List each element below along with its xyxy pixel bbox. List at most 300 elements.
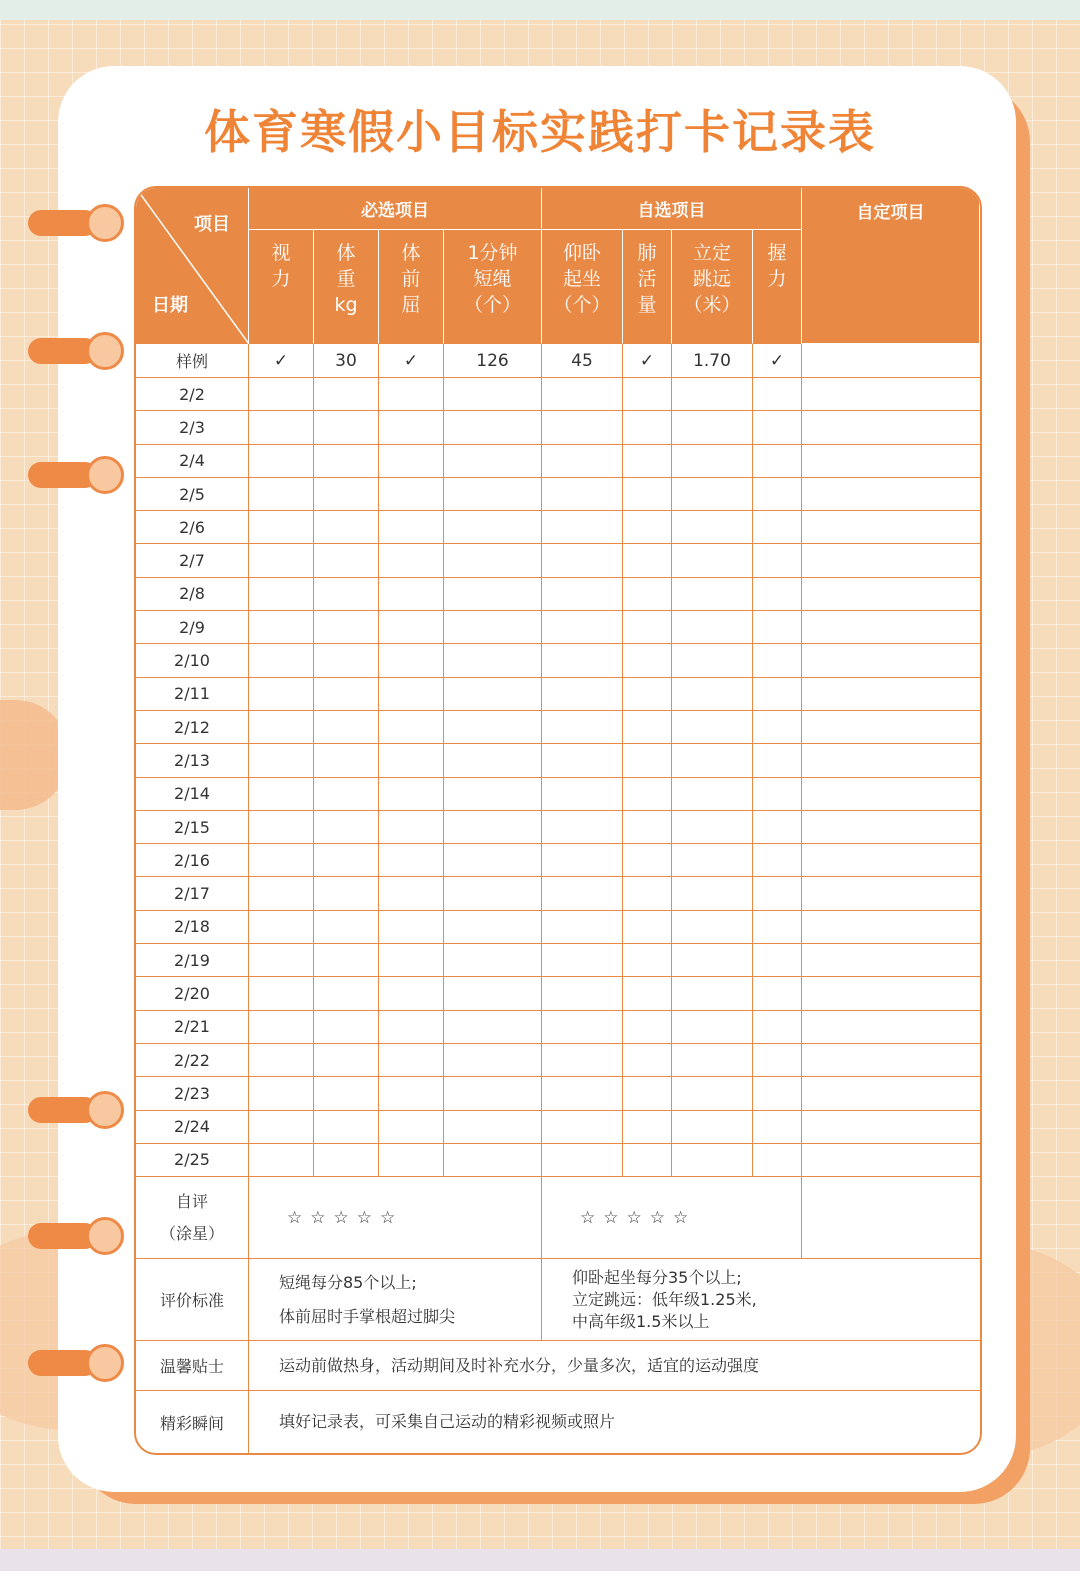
table-row — [136, 844, 980, 877]
entry-cell[interactable] — [314, 778, 379, 811]
entry-cell[interactable] — [314, 911, 379, 944]
entry-cell[interactable] — [623, 1011, 672, 1044]
entry-cell[interactable] — [379, 411, 444, 444]
entry-cell[interactable] — [542, 411, 623, 444]
entry-cell[interactable] — [623, 944, 672, 977]
entry-cell[interactable] — [802, 944, 980, 977]
entry-cell[interactable] — [802, 478, 980, 511]
entry-cell[interactable] — [379, 611, 444, 644]
entry-cell[interactable] — [379, 678, 444, 711]
entry-cell[interactable] — [379, 844, 444, 877]
entry-cell[interactable] — [672, 844, 753, 877]
entry-cell[interactable] — [802, 678, 980, 711]
entry-cell[interactable] — [672, 944, 753, 977]
entry-cell[interactable] — [802, 411, 980, 444]
entry-cell[interactable] — [249, 578, 314, 611]
entry-cell[interactable] — [672, 678, 753, 711]
entry-cell[interactable] — [444, 911, 542, 944]
entry-cell[interactable] — [379, 644, 444, 677]
entry-cell[interactable] — [672, 445, 753, 478]
entry-cell[interactable] — [444, 744, 542, 777]
entry-cell[interactable] — [542, 744, 623, 777]
entry-cell[interactable] — [802, 744, 980, 777]
entry-cell[interactable] — [444, 1077, 542, 1110]
entry-cell[interactable] — [753, 1111, 802, 1144]
criteria-text: 短绳每分85个以上; — [279, 1272, 417, 1292]
entry-cell[interactable] — [444, 711, 542, 744]
entry-cell[interactable] — [314, 977, 379, 1010]
date-cell: 2/4 — [136, 445, 249, 478]
entry-cell[interactable] — [379, 1144, 444, 1177]
table-row — [136, 744, 980, 777]
date-cell: 2/17 — [136, 877, 249, 910]
entry-cell[interactable] — [753, 378, 802, 411]
entry-cell[interactable] — [444, 445, 542, 478]
table-row — [136, 445, 980, 478]
entry-cell[interactable] — [623, 644, 672, 677]
entry-cell[interactable] — [672, 877, 753, 910]
entry-cell[interactable] — [753, 511, 802, 544]
entry-cell[interactable] — [623, 445, 672, 478]
entry-cell[interactable] — [379, 977, 444, 1010]
entry-cell[interactable] — [249, 711, 314, 744]
entry-cell[interactable] — [542, 611, 623, 644]
entry-cell[interactable] — [672, 1111, 753, 1144]
entry-cell[interactable] — [542, 1144, 623, 1177]
sample-cell: ✓ — [753, 344, 802, 378]
entry-cell[interactable] — [314, 1077, 379, 1110]
entry-cell[interactable] — [753, 611, 802, 644]
entry-cell[interactable] — [542, 778, 623, 811]
entry-cell[interactable] — [444, 511, 542, 544]
entry-cell[interactable] — [623, 911, 672, 944]
entry-cell[interactable] — [672, 911, 753, 944]
col-jump-rope-header: 1分钟 短绳 （个） — [444, 230, 542, 344]
page-title: 体育寒假小目标实践打卡记录表 — [204, 105, 876, 159]
entry-cell[interactable] — [802, 778, 980, 811]
sample-cell — [802, 344, 980, 378]
entry-cell[interactable] — [542, 711, 623, 744]
sample-label: 样例 — [136, 344, 249, 378]
entry-cell[interactable] — [314, 711, 379, 744]
entry-cell[interactable] — [314, 445, 379, 478]
entry-cell[interactable] — [623, 478, 672, 511]
sample-cell: 30 — [314, 344, 379, 378]
entry-cell[interactable] — [444, 578, 542, 611]
entry-cell[interactable] — [623, 511, 672, 544]
entry-cell[interactable] — [314, 1044, 379, 1077]
date-cell: 2/6 — [136, 511, 249, 544]
entry-cell[interactable] — [542, 378, 623, 411]
corner-item-label: 项目 — [194, 214, 230, 235]
entry-cell[interactable] — [379, 1044, 444, 1077]
entry-cell[interactable] — [542, 478, 623, 511]
entry-cell[interactable] — [314, 578, 379, 611]
entry-cell[interactable] — [753, 811, 802, 844]
entry-cell[interactable] — [672, 711, 753, 744]
entry-cell[interactable] — [623, 977, 672, 1010]
entry-cell[interactable] — [672, 611, 753, 644]
entry-cell[interactable] — [753, 1077, 802, 1110]
entry-cell[interactable] — [444, 977, 542, 1010]
self-eval-custom[interactable] — [802, 1177, 980, 1259]
entry-cell[interactable] — [542, 1011, 623, 1044]
entry-cell[interactable] — [249, 778, 314, 811]
self-eval-label-line1: 自评 — [175, 1191, 208, 1211]
entry-cell[interactable] — [314, 478, 379, 511]
entry-cell[interactable] — [623, 1144, 672, 1177]
entry-cell[interactable] — [802, 1077, 980, 1110]
sample-cell: 126 — [444, 344, 542, 378]
self-eval-label — [136, 1177, 249, 1259]
entry-cell[interactable] — [753, 544, 802, 577]
entry-cell[interactable] — [542, 911, 623, 944]
entry-cell[interactable] — [542, 511, 623, 544]
entry-cell[interactable] — [379, 877, 444, 910]
sample-cell: ✓ — [379, 344, 444, 378]
entry-cell[interactable] — [314, 944, 379, 977]
star-rating-optional[interactable]: ☆☆☆☆☆ — [542, 1177, 802, 1259]
entry-cell[interactable] — [753, 911, 802, 944]
entry-cell[interactable] — [753, 1044, 802, 1077]
entry-cell[interactable] — [623, 611, 672, 644]
bottom-strip — [0, 1549, 1080, 1571]
entry-cell[interactable] — [542, 811, 623, 844]
col-situps-header: 仰卧 起坐 （个） — [542, 230, 623, 344]
entry-cell[interactable] — [444, 644, 542, 677]
entry-cell[interactable] — [672, 1144, 753, 1177]
entry-cell[interactable] — [444, 844, 542, 877]
entry-cell[interactable] — [623, 578, 672, 611]
sample-cell: 45 — [542, 344, 623, 378]
entry-cell[interactable] — [249, 1044, 314, 1077]
tips-row — [136, 1341, 980, 1391]
entry-cell[interactable] — [249, 511, 314, 544]
entry-cell[interactable] — [672, 478, 753, 511]
entry-cell[interactable] — [672, 744, 753, 777]
date-cell: 2/3 — [136, 411, 249, 444]
criteria-text: 仰卧起坐每分35个以上; — [572, 1267, 742, 1287]
entry-cell[interactable] — [623, 811, 672, 844]
entry-cell[interactable] — [672, 1077, 753, 1110]
entry-cell[interactable] — [753, 711, 802, 744]
entry-cell[interactable] — [542, 644, 623, 677]
entry-cell[interactable] — [314, 1144, 379, 1177]
entry-cell[interactable] — [379, 778, 444, 811]
entry-cell[interactable] — [753, 977, 802, 1010]
entry-cell[interactable] — [753, 778, 802, 811]
entry-cell[interactable] — [753, 1011, 802, 1044]
entry-cell[interactable] — [802, 911, 980, 944]
table-row — [136, 411, 980, 444]
entry-cell[interactable] — [379, 1011, 444, 1044]
entry-cell[interactable] — [379, 811, 444, 844]
col-weight-header: 体 重 kg — [314, 230, 379, 344]
star-rating-required[interactable]: ☆☆☆☆☆ — [249, 1177, 542, 1259]
table-row — [136, 378, 980, 411]
binder-ring — [28, 1350, 110, 1376]
entry-cell[interactable] — [249, 1077, 314, 1110]
entry-cell[interactable] — [753, 844, 802, 877]
entry-cell[interactable] — [379, 911, 444, 944]
entry-cell[interactable] — [542, 1044, 623, 1077]
entry-cell[interactable] — [672, 811, 753, 844]
table-row — [136, 778, 980, 811]
table-row — [136, 678, 980, 711]
entry-cell[interactable] — [802, 578, 980, 611]
entry-cell[interactable] — [444, 1011, 542, 1044]
entry-cell[interactable] — [444, 944, 542, 977]
entry-cell[interactable] — [379, 1111, 444, 1144]
entry-cell[interactable] — [379, 478, 444, 511]
entry-cell[interactable] — [379, 378, 444, 411]
entry-cell[interactable] — [444, 411, 542, 444]
entry-cell[interactable] — [672, 578, 753, 611]
entry-cell[interactable] — [444, 544, 542, 577]
entry-cell[interactable] — [249, 944, 314, 977]
entry-cell[interactable] — [802, 378, 980, 411]
entry-cell[interactable] — [444, 811, 542, 844]
entry-cell[interactable] — [542, 544, 623, 577]
entry-cell[interactable] — [249, 644, 314, 677]
date-cell: 2/19 — [136, 944, 249, 977]
entry-cell[interactable] — [672, 511, 753, 544]
entry-cell[interactable] — [802, 711, 980, 744]
entry-cell[interactable] — [672, 778, 753, 811]
entry-cell[interactable] — [444, 778, 542, 811]
entry-cell[interactable] — [802, 1011, 980, 1044]
entry-cell[interactable] — [249, 1144, 314, 1177]
criteria-label: 评价标准 — [136, 1259, 249, 1341]
entry-cell[interactable] — [542, 877, 623, 910]
entry-cell[interactable] — [249, 678, 314, 711]
entry-cell[interactable] — [314, 644, 379, 677]
entry-cell[interactable] — [444, 378, 542, 411]
binder-ring — [28, 462, 110, 488]
entry-cell[interactable] — [314, 811, 379, 844]
entry-cell[interactable] — [672, 378, 753, 411]
entry-cell[interactable] — [623, 411, 672, 444]
date-cell: 2/5 — [136, 478, 249, 511]
entry-cell[interactable] — [753, 478, 802, 511]
table-row — [136, 478, 980, 511]
entry-cell[interactable] — [314, 1011, 379, 1044]
top-strip — [0, 0, 1080, 20]
group-custom: 自定项目 — [802, 188, 980, 344]
self-eval-row — [136, 1177, 980, 1259]
corner-date-label: 日期 — [152, 295, 188, 316]
entry-cell[interactable] — [249, 844, 314, 877]
entry-cell[interactable] — [802, 611, 980, 644]
entry-cell[interactable] — [379, 1077, 444, 1110]
entry-cell[interactable] — [249, 411, 314, 444]
entry-cell[interactable] — [444, 611, 542, 644]
table-row — [136, 1144, 980, 1177]
date-cell: 2/13 — [136, 744, 249, 777]
entry-cell[interactable] — [623, 877, 672, 910]
corner-header — [136, 188, 249, 344]
entry-cell[interactable] — [623, 378, 672, 411]
entry-cell[interactable] — [314, 611, 379, 644]
criteria-optional — [542, 1259, 980, 1341]
entry-cell[interactable] — [542, 844, 623, 877]
date-cell: 2/20 — [136, 977, 249, 1010]
entry-cell[interactable] — [379, 711, 444, 744]
entry-cell[interactable] — [314, 678, 379, 711]
entry-cell[interactable] — [249, 977, 314, 1010]
entry-cell[interactable] — [379, 578, 444, 611]
col-grip-header: 握 力 — [753, 230, 802, 344]
table-row — [136, 977, 980, 1010]
col-long-jump-header: 立定 跳远 （米） — [672, 230, 753, 344]
entry-cell[interactable] — [623, 778, 672, 811]
criteria-text: 中高年级1.5米以上 — [572, 1311, 710, 1331]
entry-cell[interactable] — [753, 445, 802, 478]
entry-cell[interactable] — [753, 877, 802, 910]
entry-cell[interactable] — [379, 445, 444, 478]
entry-cell[interactable] — [444, 1111, 542, 1144]
entry-cell[interactable] — [314, 544, 379, 577]
entry-cell[interactable] — [623, 1044, 672, 1077]
entry-cell[interactable] — [672, 544, 753, 577]
entry-cell[interactable] — [314, 877, 379, 910]
entry-cell[interactable] — [542, 445, 623, 478]
diagonal-line — [136, 188, 249, 344]
tips-text: 运动前做热身，活动期间及时补充水分，少量多次，适宜的运动强度 — [249, 1341, 980, 1391]
table-row — [136, 644, 980, 677]
sample-cell: ✓ — [249, 344, 314, 378]
entry-cell[interactable] — [379, 544, 444, 577]
entry-cell[interactable] — [379, 944, 444, 977]
entry-cell[interactable] — [249, 478, 314, 511]
entry-cell[interactable] — [802, 544, 980, 577]
entry-cell[interactable] — [802, 445, 980, 478]
group-optional: 自选项目 — [542, 188, 802, 230]
table-row — [136, 944, 980, 977]
entry-cell[interactable] — [623, 711, 672, 744]
entry-cell[interactable] — [753, 644, 802, 677]
col-vision-header: 视 力 — [249, 230, 314, 344]
entry-cell[interactable] — [623, 844, 672, 877]
table-row — [136, 1077, 980, 1110]
moments-row — [136, 1391, 980, 1453]
entry-cell[interactable] — [672, 977, 753, 1010]
date-cell: 2/10 — [136, 644, 249, 677]
criteria-text: 体前屈时手掌根超过脚尖 — [279, 1306, 456, 1326]
entry-cell[interactable] — [249, 811, 314, 844]
col-flexibility-header: 体 前 屈 — [379, 230, 444, 344]
entry-cell[interactable] — [444, 478, 542, 511]
entry-cell[interactable] — [753, 744, 802, 777]
table-row — [136, 911, 980, 944]
entry-cell[interactable] — [249, 744, 314, 777]
entry-cell[interactable] — [753, 578, 802, 611]
table-row — [136, 877, 980, 910]
entry-cell[interactable] — [802, 844, 980, 877]
table-row — [136, 578, 980, 611]
entry-cell[interactable] — [542, 977, 623, 1010]
entry-cell[interactable] — [802, 811, 980, 844]
entry-cell[interactable] — [249, 1011, 314, 1044]
entry-cell[interactable] — [623, 544, 672, 577]
col-lung-capacity-header: 肺 活 量 — [623, 230, 672, 344]
entry-cell[interactable] — [314, 378, 379, 411]
entry-cell[interactable] — [249, 911, 314, 944]
entry-cell[interactable] — [249, 1111, 314, 1144]
entry-cell[interactable] — [314, 411, 379, 444]
entry-cell[interactable] — [753, 411, 802, 444]
table-row — [136, 711, 980, 744]
entry-cell[interactable] — [542, 678, 623, 711]
binder-ring — [28, 338, 110, 364]
entry-cell[interactable] — [623, 1111, 672, 1144]
entry-cell[interactable] — [249, 544, 314, 577]
header-group-row — [136, 188, 980, 230]
entry-cell[interactable] — [672, 411, 753, 444]
entry-cell[interactable] — [802, 644, 980, 677]
date-cell: 2/2 — [136, 378, 249, 411]
entry-cell[interactable] — [542, 944, 623, 977]
entry-cell[interactable] — [249, 445, 314, 478]
entry-cell[interactable] — [802, 1144, 980, 1177]
entry-cell[interactable] — [249, 378, 314, 411]
entry-cell[interactable] — [672, 1011, 753, 1044]
entry-cell[interactable] — [623, 744, 672, 777]
table-row — [136, 544, 980, 577]
entry-cell[interactable] — [672, 644, 753, 677]
date-cell: 2/24 — [136, 1111, 249, 1144]
entry-cell[interactable] — [802, 1111, 980, 1144]
table-row — [136, 1011, 980, 1044]
entry-cell[interactable] — [802, 1044, 980, 1077]
date-cell: 2/16 — [136, 844, 249, 877]
date-cell: 2/7 — [136, 544, 249, 577]
entry-cell[interactable] — [379, 511, 444, 544]
binder-ring — [28, 210, 110, 236]
date-cell: 2/22 — [136, 1044, 249, 1077]
entry-cell[interactable] — [314, 844, 379, 877]
entry-cell[interactable] — [444, 1144, 542, 1177]
entry-cell[interactable] — [802, 877, 980, 910]
table-row — [136, 1111, 980, 1144]
entry-cell[interactable] — [672, 1044, 753, 1077]
entry-cell[interactable] — [623, 678, 672, 711]
entry-cell[interactable] — [542, 578, 623, 611]
entry-cell[interactable] — [314, 511, 379, 544]
entry-cell[interactable] — [802, 511, 980, 544]
entry-cell[interactable] — [542, 1077, 623, 1110]
entry-cell[interactable] — [379, 744, 444, 777]
entry-cell[interactable] — [249, 611, 314, 644]
entry-cell[interactable] — [444, 877, 542, 910]
entry-cell[interactable] — [753, 1144, 802, 1177]
entry-cell[interactable] — [753, 944, 802, 977]
sample-cell: 1.70 — [672, 344, 753, 378]
moments-label: 精彩瞬间 — [136, 1391, 249, 1453]
entry-cell[interactable] — [444, 1044, 542, 1077]
entry-cell[interactable] — [623, 1077, 672, 1110]
entry-cell[interactable] — [444, 678, 542, 711]
date-cell: 2/25 — [136, 1144, 249, 1177]
table-row — [136, 511, 980, 544]
sample-cell: ✓ — [623, 344, 672, 378]
entry-cell[interactable] — [249, 877, 314, 910]
entry-cell[interactable] — [802, 977, 980, 1010]
entry-cell[interactable] — [753, 678, 802, 711]
entry-cell[interactable] — [314, 744, 379, 777]
entry-cell[interactable] — [314, 1111, 379, 1144]
entry-cell[interactable] — [542, 1111, 623, 1144]
